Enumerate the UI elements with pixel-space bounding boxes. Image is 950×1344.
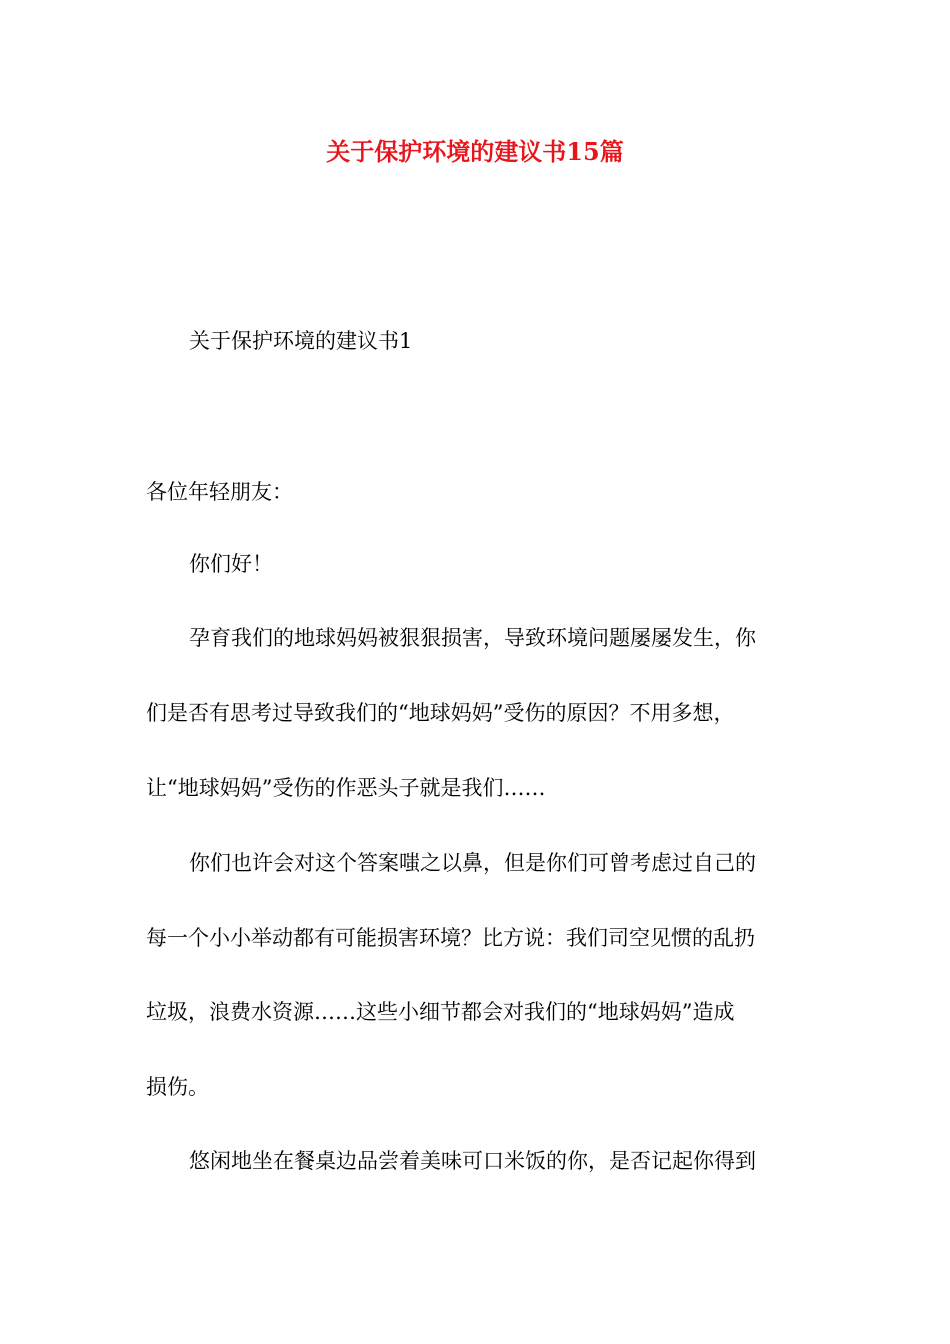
section-heading: 关于保护环境的建议书1: [189, 329, 413, 353]
paragraph-1-line-3: 让“地球妈妈”受伤的作恶头子就是我们……: [146, 776, 546, 800]
paragraph-3-line-1: 悠闲地坐在餐桌边品尝着美味可口米饭的你，是否记起你得到: [189, 1149, 756, 1173]
document-title: 关于保护环境的建议书15篇: [326, 137, 624, 166]
salutation: 各位年轻朋友：: [146, 480, 293, 504]
paragraph-2-line-4: 损伤。: [146, 1075, 209, 1099]
greeting: 你们好！: [189, 552, 273, 576]
paragraph-1-line-2: 们是否有思考过导致我们的“地球妈妈”受伤的原因？不用多想，: [146, 701, 735, 725]
paragraph-2-line-3: 垃圾，浪费水资源……这些小细节都会对我们的“地球妈妈”造成: [146, 1000, 735, 1024]
paragraph-2-line-2: 每一个小小举动都有可能损害环境？比方说：我们司空见惯的乱扔: [146, 926, 755, 950]
paragraph-1-line-1: 孕育我们的地球妈妈被狠狠损害，导致环境问题屡屡发生，你: [189, 626, 756, 650]
paragraph-2-line-1: 你们也许会对这个答案嗤之以鼻，但是你们可曾考虑过自己的: [189, 851, 756, 875]
